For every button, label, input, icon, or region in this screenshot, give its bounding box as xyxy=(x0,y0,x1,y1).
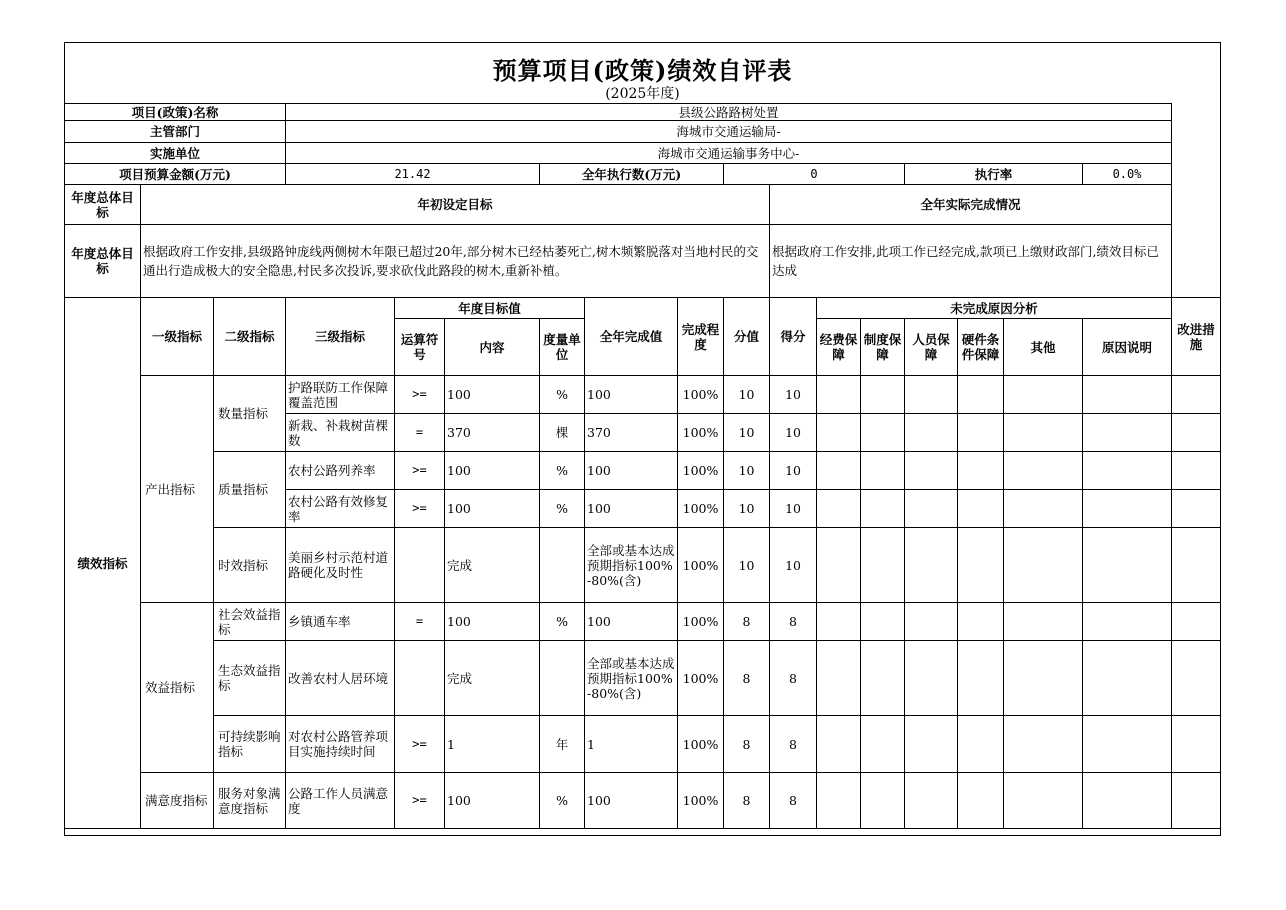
empty-cell xyxy=(1172,773,1221,829)
indicator-op: >= xyxy=(395,716,445,773)
dept-value: 海城市交通运输局- xyxy=(286,121,1172,143)
empty-cell xyxy=(861,414,905,452)
empty-cell xyxy=(1004,603,1083,641)
empty-cell xyxy=(817,376,861,414)
empty-cell xyxy=(1083,716,1172,773)
empty-cell xyxy=(861,603,905,641)
indicator-value: 8 xyxy=(724,716,770,773)
empty-cell xyxy=(905,376,958,414)
indicator-value: 10 xyxy=(724,414,770,452)
actual-goal-header: 全年实际完成情况 xyxy=(770,185,1172,225)
initial-goal-header: 年初设定目标 xyxy=(141,185,770,225)
indicator-content: 100 xyxy=(445,603,540,641)
indicator-score: 10 xyxy=(770,528,817,603)
indicator-content: 100 xyxy=(445,452,540,490)
empty-cell xyxy=(861,641,905,716)
indicator-score: 8 xyxy=(770,603,817,641)
project-name-label: 项目(政策)名称 xyxy=(65,104,286,121)
empty-cell xyxy=(817,528,861,603)
header-unit: 度量单位 xyxy=(540,319,585,376)
perf-indicator-label: 绩效指标 xyxy=(65,298,141,829)
empty-cell xyxy=(817,641,861,716)
indicator-value: 8 xyxy=(724,773,770,829)
indicator-degree: 100% xyxy=(678,603,724,641)
indicator-degree: 100% xyxy=(678,773,724,829)
indicator-score: 8 xyxy=(770,641,817,716)
indicator-actual: 100 xyxy=(585,490,678,528)
empty-cell xyxy=(1083,528,1172,603)
empty-cell xyxy=(861,716,905,773)
exec-label: 全年执行数(万元) xyxy=(540,164,724,185)
indicator-unit: % xyxy=(540,376,585,414)
indicator-score: 8 xyxy=(770,716,817,773)
empty-cell xyxy=(1004,414,1083,452)
indicator-value: 10 xyxy=(724,528,770,603)
indicator-op: >= xyxy=(395,490,445,528)
empty-cell xyxy=(1172,452,1221,490)
header-reason: 原因说明 xyxy=(1083,319,1172,376)
group-benefit: 效益指标 xyxy=(141,603,214,773)
indicator-degree: 100% xyxy=(678,490,724,528)
indicator-score: 10 xyxy=(770,452,817,490)
empty-cell xyxy=(905,528,958,603)
group-output: 产出指标 xyxy=(141,376,214,603)
header-actual: 全年完成值 xyxy=(585,298,678,376)
header-hardware: 硬件条件保障 xyxy=(958,319,1004,376)
page-title: 预算项目(政策)绩效自评表 xyxy=(492,56,793,85)
empty-cell xyxy=(1172,641,1221,716)
group-service: 服务对象满意度指标 xyxy=(214,773,286,829)
empty-cell xyxy=(958,603,1004,641)
indicator-unit: % xyxy=(540,452,585,490)
group-sustain: 可持续影响指标 xyxy=(214,716,286,773)
empty-cell xyxy=(1172,528,1221,603)
empty-cell xyxy=(905,641,958,716)
empty-cell xyxy=(958,490,1004,528)
indicator-value: 8 xyxy=(724,641,770,716)
budget-label: 项目预算金额(万元) xyxy=(65,164,286,185)
indicator-unit: % xyxy=(540,603,585,641)
header-funding: 经费保障 xyxy=(817,319,861,376)
rate-value: 0.0% xyxy=(1083,164,1172,185)
group-satisfaction: 满意度指标 xyxy=(141,773,214,829)
exec-value: 0 xyxy=(724,164,905,185)
empty-cell xyxy=(958,376,1004,414)
empty-cell xyxy=(958,452,1004,490)
empty-cell xyxy=(1083,376,1172,414)
indicator-unit: 年 xyxy=(540,716,585,773)
empty-cell xyxy=(861,773,905,829)
empty-cell xyxy=(817,452,861,490)
empty-cell xyxy=(817,773,861,829)
indicator-actual: 1 xyxy=(585,716,678,773)
header-score-value: 分值 xyxy=(724,298,770,376)
dept-label: 主管部门 xyxy=(65,121,286,143)
unit-label: 实施单位 xyxy=(65,143,286,164)
empty-cell xyxy=(1004,490,1083,528)
indicator-content: 完成 xyxy=(445,641,540,716)
indicator-value: 8 xyxy=(724,603,770,641)
header-level2: 二级指标 xyxy=(214,298,286,376)
header-degree: 完成程度 xyxy=(678,298,724,376)
group-social: 社会效益指标 xyxy=(214,603,286,641)
indicator-l3: 对农村公路管养项目实施持续时间 xyxy=(286,716,395,773)
indicator-content: 100 xyxy=(445,376,540,414)
indicator-actual: 100 xyxy=(585,376,678,414)
indicator-l3: 农村公路有效修复率 xyxy=(286,490,395,528)
indicator-score: 10 xyxy=(770,414,817,452)
indicator-actual: 全部或基本达成预期指标100%-80%(含) xyxy=(585,528,678,603)
indicator-value: 10 xyxy=(724,490,770,528)
indicator-degree: 100% xyxy=(678,716,724,773)
empty-cell xyxy=(958,528,1004,603)
empty-cell xyxy=(861,490,905,528)
page-subtitle: (2025年度) xyxy=(605,86,680,102)
indicator-op: >= xyxy=(395,452,445,490)
empty-cell xyxy=(1004,452,1083,490)
indicator-score: 10 xyxy=(770,376,817,414)
group-timeliness: 时效指标 xyxy=(214,528,286,603)
indicator-content: 完成 xyxy=(445,528,540,603)
indicator-unit xyxy=(540,641,585,716)
empty-cell xyxy=(1172,490,1221,528)
indicator-l3: 新栽、补栽树苗棵数 xyxy=(286,414,395,452)
header-staff: 人员保障 xyxy=(905,319,958,376)
empty-cell xyxy=(1083,452,1172,490)
empty-cell xyxy=(1083,490,1172,528)
indicator-op xyxy=(395,528,445,603)
empty-cell xyxy=(1004,716,1083,773)
indicator-content: 100 xyxy=(445,773,540,829)
indicator-actual: 100 xyxy=(585,603,678,641)
empty-cell xyxy=(1172,716,1221,773)
project-name-value: 县级公路路树处置 xyxy=(286,104,1172,121)
empty-cell xyxy=(905,603,958,641)
header-annual-target: 年度目标值 xyxy=(395,298,585,319)
indicator-actual: 全部或基本达成预期指标100%-80%(含) xyxy=(585,641,678,716)
empty-cell xyxy=(817,603,861,641)
header-level3: 三级指标 xyxy=(286,298,395,376)
indicator-unit: % xyxy=(540,490,585,528)
indicator-score: 10 xyxy=(770,490,817,528)
header-level1: 一级指标 xyxy=(141,298,214,376)
indicator-degree: 100% xyxy=(678,641,724,716)
indicator-op xyxy=(395,641,445,716)
indicator-content: 1 xyxy=(445,716,540,773)
empty-cell xyxy=(958,716,1004,773)
empty-cell xyxy=(905,716,958,773)
empty-cell xyxy=(905,773,958,829)
goal-row-label: 年度总体目标 xyxy=(65,225,141,298)
indicator-degree: 100% xyxy=(678,528,724,603)
evaluation-table xyxy=(64,103,1221,829)
evaluation-sheet xyxy=(64,42,1221,836)
header-system: 制度保障 xyxy=(861,319,905,376)
empty-cell xyxy=(817,414,861,452)
indicator-actual: 100 xyxy=(585,773,678,829)
indicator-degree: 100% xyxy=(678,414,724,452)
empty-cell xyxy=(861,376,905,414)
indicator-l3: 护路联防工作保障覆盖范围 xyxy=(286,376,395,414)
indicator-actual: 100 xyxy=(585,452,678,490)
empty-cell xyxy=(1004,773,1083,829)
indicator-l3: 乡镇通车率 xyxy=(286,603,395,641)
empty-cell xyxy=(861,528,905,603)
header-op: 运算符号 xyxy=(395,319,445,376)
budget-value: 21.42 xyxy=(286,164,540,185)
indicator-op: = xyxy=(395,603,445,641)
empty-cell xyxy=(1083,603,1172,641)
group-quality: 质量指标 xyxy=(214,452,286,528)
indicator-content: 370 xyxy=(445,414,540,452)
indicator-unit: % xyxy=(540,773,585,829)
empty-cell xyxy=(1172,603,1221,641)
actual-goal-text: 根据政府工作安排,此项工作已经完成,款项已上缴财政部门,绩效目标已达成 xyxy=(770,225,1172,298)
empty-cell xyxy=(817,490,861,528)
indicator-degree: 100% xyxy=(678,452,724,490)
header-improve: 改进措施 xyxy=(1172,298,1221,376)
indicator-score: 8 xyxy=(770,773,817,829)
indicator-degree: 100% xyxy=(678,376,724,414)
indicator-l3: 改善农村人居环境 xyxy=(286,641,395,716)
empty-cell xyxy=(817,716,861,773)
empty-cell xyxy=(905,490,958,528)
empty-cell xyxy=(958,773,1004,829)
header-score: 得分 xyxy=(770,298,817,376)
empty-cell xyxy=(1083,773,1172,829)
empty-cell xyxy=(1004,641,1083,716)
empty-cell xyxy=(958,641,1004,716)
empty-cell xyxy=(905,452,958,490)
indicator-l3: 农村公路列养率 xyxy=(286,452,395,490)
rate-label: 执行率 xyxy=(905,164,1083,185)
empty-cell xyxy=(1172,376,1221,414)
header-content: 内容 xyxy=(445,319,540,376)
indicator-l3: 美丽乡村示范村道路硬化及时性 xyxy=(286,528,395,603)
title-block xyxy=(65,43,1220,103)
indicator-content: 100 xyxy=(445,490,540,528)
empty-cell xyxy=(1172,414,1221,452)
indicator-unit: 棵 xyxy=(540,414,585,452)
indicator-value: 10 xyxy=(724,452,770,490)
unit-value: 海城市交通运输事务中心- xyxy=(286,143,1172,164)
empty-cell xyxy=(1004,376,1083,414)
group-eco: 生态效益指标 xyxy=(214,641,286,716)
empty-cell xyxy=(958,414,1004,452)
indicator-l3: 公路工作人员满意度 xyxy=(286,773,395,829)
indicator-op: >= xyxy=(395,773,445,829)
indicator-unit xyxy=(540,528,585,603)
group-quantity: 数量指标 xyxy=(214,376,286,452)
empty-cell xyxy=(1083,414,1172,452)
header-unfinished: 未完成原因分析 xyxy=(817,298,1172,319)
indicator-value: 10 xyxy=(724,376,770,414)
header-other: 其他 xyxy=(1004,319,1083,376)
goal-header-label: 年度总体目标 xyxy=(65,185,141,225)
indicator-actual: 370 xyxy=(585,414,678,452)
empty-cell xyxy=(1004,528,1083,603)
initial-goal-text: 根据政府工作安排,县级路钟庞线两侧树木年限已超过20年,部分树木已经枯萎死亡,树木频繁脱落对当地村民的交通出行造成极大的安全隐患,村民多次投诉,要求砍伐此路段的树木,重新补植。 xyxy=(141,225,770,298)
empty-cell xyxy=(1083,641,1172,716)
indicator-op: >= xyxy=(395,376,445,414)
indicator-op: = xyxy=(395,414,445,452)
empty-cell xyxy=(905,414,958,452)
empty-cell xyxy=(861,452,905,490)
